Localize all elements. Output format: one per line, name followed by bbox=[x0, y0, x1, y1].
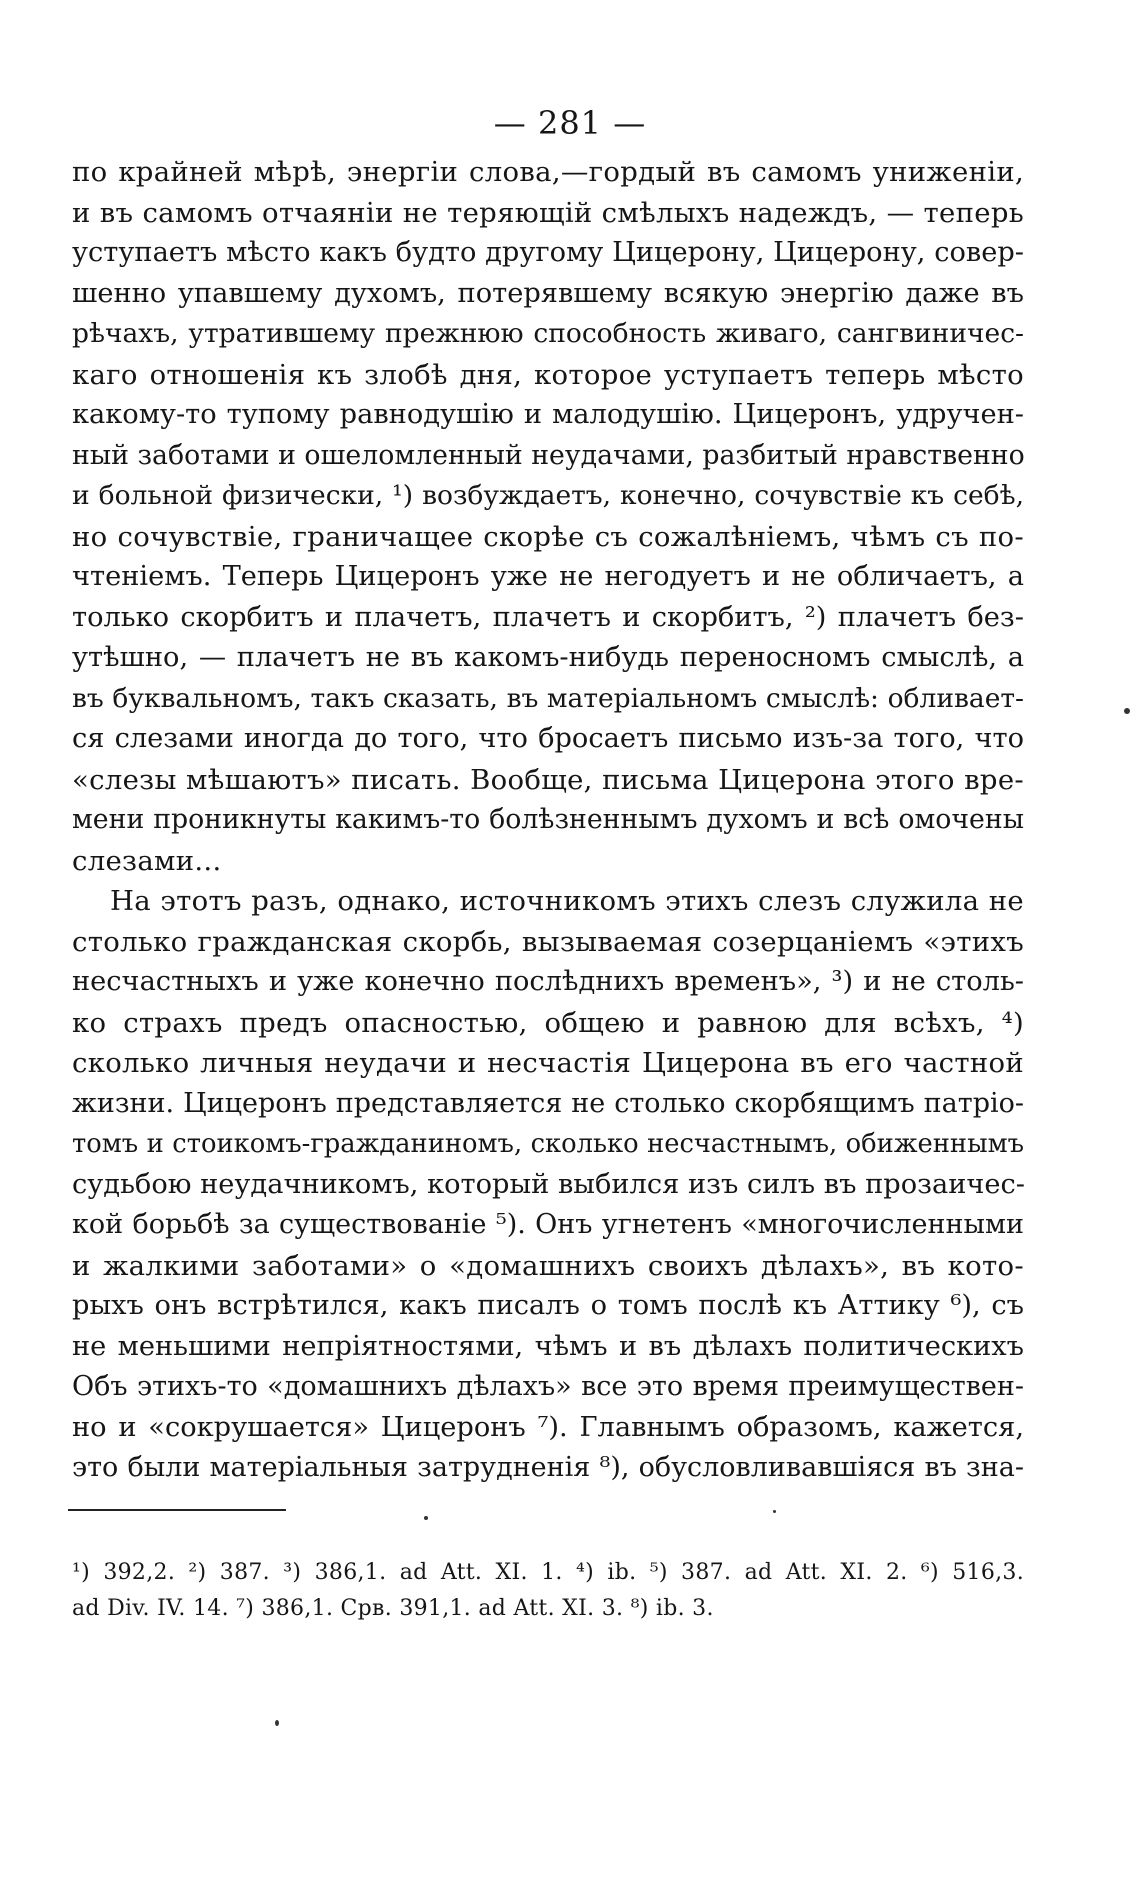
text-line: но и «сокрушается» Цицеронъ ⁷). Главнымъ образомъ, кажется, bbox=[72, 1411, 1024, 1443]
text-line: по крайней мѣрѣ, энергіи слова,—гордый въ самомъ униженіи, bbox=[72, 156, 1024, 188]
text-line: ся слезами иногда до того, что бросаетъ письмо изъ-за того, что bbox=[72, 723, 1024, 754]
text-line: рыхъ онъ встрѣтился, какъ писалъ о томъ послѣ къ Аттику ⁶), съ bbox=[72, 1290, 1024, 1321]
scan-speck bbox=[275, 1720, 279, 1726]
paragraph-start-line: На этотъ разъ, однако, источникомъ этихъ слезъ служила не bbox=[110, 885, 1024, 917]
text-line: сколько личныя неудачи и несчастія Цицерона въ его частной bbox=[72, 1047, 1024, 1079]
footnotes bbox=[72, 1555, 1024, 1627]
text-line: только скорбитъ и плачетъ, плачетъ и скорбитъ, ²) плачетъ без- bbox=[72, 601, 1024, 633]
text-line: это были матеріальныя затрудненія ⁸), обусловливавшіяся въ зна- bbox=[72, 1452, 1024, 1483]
text-line: не меньшими непріятностями, чѣмъ и въ дѣлахъ политическихъ bbox=[72, 1330, 1024, 1362]
text-line: жизни. Цицеронъ представляется не столько скорбящимъ патріо- bbox=[72, 1087, 1024, 1119]
text-line: и жалкими заботами» о «домашнихъ своихъ дѣлахъ», въ кото- bbox=[72, 1249, 1024, 1282]
text-line: Объ этихъ-то «домашнихъ дѣлахъ» все это время преимуществен- bbox=[72, 1371, 1024, 1402]
text-line: ный заботами и ошеломленный неудачами, разбитый нравственно bbox=[72, 439, 1025, 471]
text-line: томъ и стоикомъ-гражданиномъ, сколько несчастнымъ, обиженнымъ bbox=[72, 1129, 1024, 1159]
footnote-line: ¹) 392,2. ²) 387. ³) 386,1. ad Att. XI. 1. ⁴) ib. ⁵) 387. ad Att. XI. 2. ⁶) 516,3. bbox=[72, 1560, 1024, 1585]
text-line: шенно упавшему духомъ, потерявшему всякую энергію даже въ bbox=[72, 277, 1024, 309]
text-line: уступаетъ мѣсто какъ будто другому Цицерону, Цицерону, совер- bbox=[72, 237, 1024, 268]
text-line: какому-то тупому равнодушію и малодушію. Цицеронъ, удручен- bbox=[72, 399, 1024, 430]
text-line: кой борьбѣ за существованіе ⁵). Онъ угнетенъ «многочисленными bbox=[72, 1209, 1024, 1240]
text-line: судьбою неудачникомъ, который выбился изъ силъ въ прозаичес- bbox=[72, 1168, 1025, 1200]
text-line: въ буквальномъ, такъ сказать, въ матеріальномъ смыслѣ: обливает- bbox=[72, 682, 1024, 714]
scan-speck bbox=[1124, 708, 1130, 714]
text-line: ко страхъ предъ опасностью, общею и равною для всѣхъ, ⁴) bbox=[72, 1006, 1024, 1039]
text-line: слезами... bbox=[72, 844, 222, 877]
text-line: «слезы мѣшаютъ» писать. Вообще, письма Цицерона этого вре- bbox=[72, 763, 1024, 796]
text-line: каго отношенія къ злобѣ дня, которое уступаетъ теперь мѣсто bbox=[72, 358, 1024, 391]
text-line: и въ самомъ отчаяніи не теряющій смѣлыхъ надеждъ, — теперь bbox=[72, 196, 1024, 229]
text-line: и больной физически, ¹) возбуждаетъ, конечно, сочувствіе къ себѣ, bbox=[72, 480, 1024, 511]
text-line: утѣшно, — плачетъ не въ какомъ-нибудь переносномъ смыслѣ, а bbox=[72, 642, 1024, 673]
footnote-line: ad Div. IV. 14. ⁷) 386,1. Срв. 391,1. ad Att. XI. 3. ⁸) ib. 3. bbox=[72, 1596, 714, 1621]
text-line: столько гражданская скорбь, вызываемая созерцаніемъ «этихъ bbox=[72, 925, 1024, 958]
body-text bbox=[72, 152, 1024, 1489]
text-line: чтеніемъ. Теперь Цицеронъ уже не негодуетъ и не обличаетъ, а bbox=[72, 561, 1024, 592]
text-line: несчастныхъ и уже конечно послѣднихъ временъ», ³) и не столь- bbox=[72, 966, 1024, 997]
text-line: рѣчахъ, утратившему прежнюю способность живаго, сангвиничес- bbox=[72, 318, 1024, 349]
text-line: но сочувствіе, граничащее скорѣе съ сожалѣніемъ, чѣмъ съ по- bbox=[72, 520, 1024, 553]
page-number: — 281 — bbox=[493, 104, 647, 142]
text-line: мени проникнуты какимъ-то болѣзненнымъ духомъ и всѣ омочены bbox=[72, 804, 1024, 835]
footnote-divider bbox=[68, 1509, 286, 1511]
scan-speck bbox=[424, 1516, 428, 1520]
scan-speck bbox=[773, 1510, 776, 1513]
